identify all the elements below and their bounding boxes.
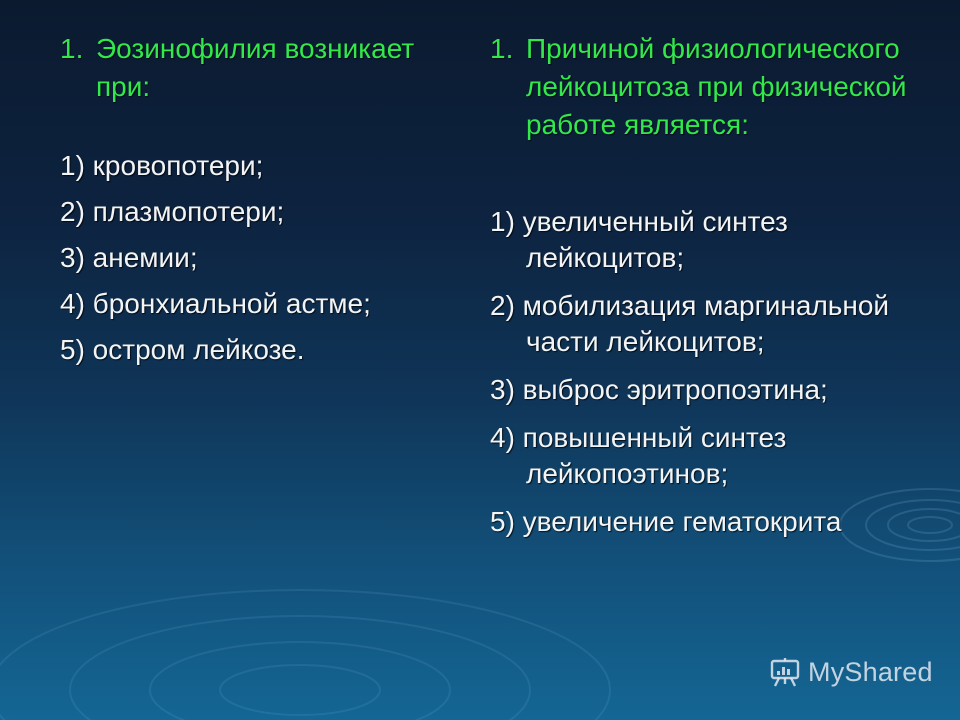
right-answer-3: 3) выброс эритропоэтина; [490, 374, 828, 405]
left-question-text: Эозинофилия возникает при: [96, 33, 415, 102]
left-question-number: 1. [60, 33, 84, 64]
left-question [60, 30, 460, 106]
right-answer-5: 5) увеличение гематокрита [490, 506, 842, 537]
right-answer-4: 4) повышенный синтез лейкопоэтинов; [490, 422, 787, 489]
right-question-number: 1. [490, 33, 514, 64]
left-column [60, 30, 460, 378]
left-answer-4: 4) бронхиальной астме; [60, 288, 371, 319]
watermark-text: MyShared [808, 656, 933, 687]
right-column [490, 30, 910, 552]
right-question-text: Причиной физиологического лейкоцитоза при физической работе является: [526, 33, 907, 140]
left-answer-1: 1) кровопотери; [60, 150, 264, 181]
right-question [490, 30, 910, 144]
right-answer-1: 1) увеличенный синтез лейкоцитов; [490, 206, 788, 273]
left-answer-5: 5) остром лейкозе. [60, 334, 305, 365]
left-answer-2: 2) плазмопотери; [60, 196, 285, 227]
myshared-watermark[interactable] [768, 655, 933, 689]
left-answer-list [60, 148, 460, 368]
left-answer-3: 3) анемии; [60, 242, 198, 273]
presentation-board-icon [768, 655, 802, 689]
right-answer-list [490, 204, 910, 540]
right-answer-2: 2) мобилизация маргинальной части лейкоцитов; [490, 290, 890, 357]
